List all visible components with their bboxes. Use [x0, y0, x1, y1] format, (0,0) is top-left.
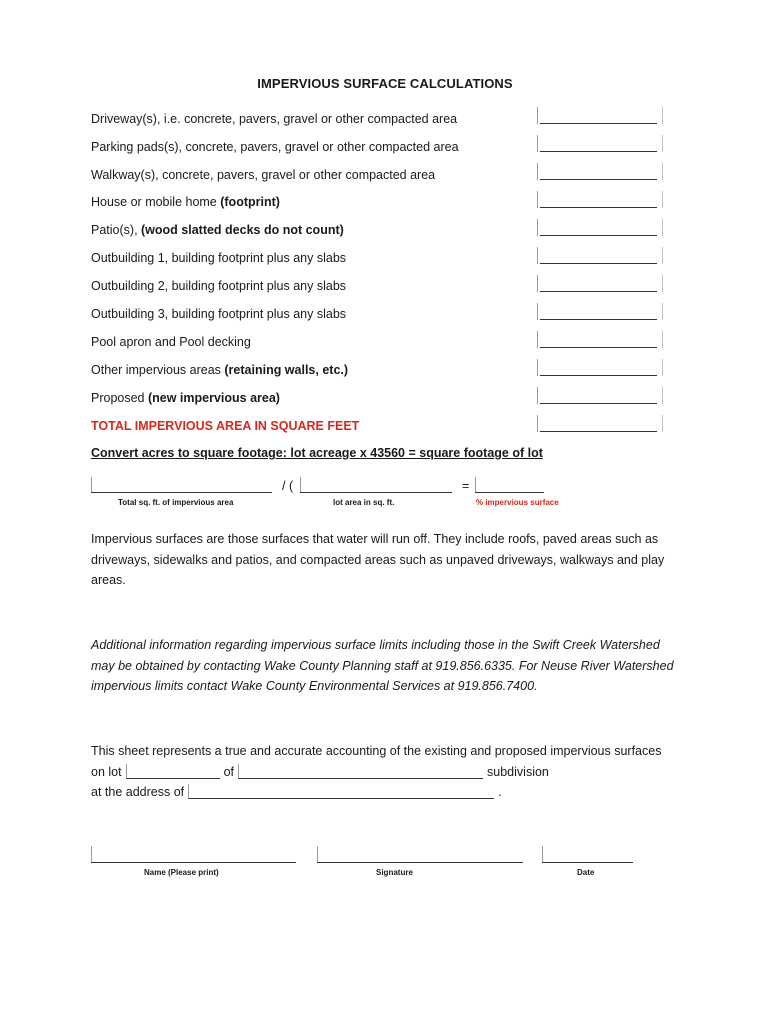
other-impervious-field[interactable] — [537, 359, 665, 377]
item-driveway: Driveway(s), i.e. concrete, pavers, gravel or other compacted area — [91, 112, 458, 126]
house-field[interactable] — [537, 191, 665, 209]
outbuilding-2-field[interactable] — [537, 275, 665, 293]
convert-heading: Convert acres to square footage: lot acreage x 43560 = square footage of lot — [91, 446, 543, 460]
of-label: of — [223, 764, 235, 779]
subdivision-label: subdivision — [487, 764, 549, 779]
outbuilding-3-field[interactable] — [537, 303, 665, 321]
subdivision-field[interactable] — [238, 764, 483, 779]
percent-impervious-field[interactable] — [475, 476, 544, 494]
address-field[interactable] — [188, 784, 494, 799]
item-proposed: Proposed (new impervious area) — [91, 391, 280, 405]
total-impervious-field[interactable] — [537, 415, 665, 433]
proposed-field[interactable] — [537, 387, 665, 405]
address-label: at the address of — [91, 785, 185, 799]
date-caption: Date — [577, 868, 595, 877]
certification-line1: This sheet represents a true and accurate accounting of the existing and proposed impervious surfaces — [91, 744, 662, 758]
signature-field[interactable] — [317, 846, 523, 864]
item-outbuilding-2: Outbuilding 2, building footprint plus any slabs — [91, 279, 347, 293]
item-outbuilding-1: Outbuilding 1, building footprint plus any slabs — [91, 251, 347, 265]
lot-area-field[interactable] — [300, 476, 452, 494]
outbuilding-1-field[interactable] — [537, 247, 665, 265]
patio-field[interactable] — [537, 219, 665, 237]
name-print-caption: Name (Please print) — [144, 868, 219, 877]
item-patio: Patio(s), (wood slatted decks do not count) — [91, 223, 344, 237]
driveway-field[interactable] — [537, 107, 665, 125]
address-period: . — [498, 785, 502, 799]
on-lot-label: on lot — [91, 764, 122, 779]
definition-paragraph: Impervious surfaces are those surfaces that water will run off. They include roofs, paved areas such as driveways, sidewalks and patios, and compacted areas such as unpaved driveways, walkways and play areas. — [91, 532, 665, 587]
percent-impervious-caption: % impervious surface — [476, 498, 559, 507]
total-sqft-caption: Total sq. ft. of impervious area — [118, 498, 234, 507]
equals-operator: = — [462, 479, 470, 493]
item-other-impervious: Other impervious areas (retaining walls, etc.) — [91, 363, 349, 377]
page-title: IMPERVIOUS SURFACE CALCULATIONS — [257, 76, 513, 91]
item-outbuilding-3: Outbuilding 3, building footprint plus any slabs — [91, 307, 347, 321]
item-walkway: Walkway(s), concrete, pavers, gravel or other compacted area — [91, 168, 436, 182]
item-pool: Pool apron and Pool decking — [91, 335, 251, 349]
date-field[interactable] — [542, 846, 633, 864]
name-print-field[interactable] — [91, 846, 296, 864]
signature-caption: Signature — [376, 868, 413, 877]
additional-info-paragraph: Additional information regarding impervious surface limits including those in the Swift Creek Watershed may be obtained by contacting Wake County Planning staff at 919.856.6335. For Neuse River Watershed impervious limits contact Wake County Environmental Services at 919.856.7400. — [91, 638, 674, 693]
certification-paragraph — [91, 741, 681, 803]
item-parking-pads: Parking pads(s), concrete, pavers, gravel or other compacted area — [91, 140, 459, 154]
total-sqft-field[interactable] — [91, 476, 272, 494]
item-house: House or mobile home (footprint) — [91, 195, 280, 209]
lot-number-field[interactable] — [126, 764, 220, 779]
total-impervious-label: TOTAL IMPERVIOUS AREA IN SQUARE FEET — [91, 419, 360, 433]
walkway-field[interactable] — [537, 163, 665, 181]
pool-field[interactable] — [537, 331, 665, 349]
lot-area-caption: lot area in sq. ft. — [333, 498, 395, 507]
parking-pads-field[interactable] — [537, 135, 665, 153]
divide-operator: / ( — [282, 479, 294, 493]
